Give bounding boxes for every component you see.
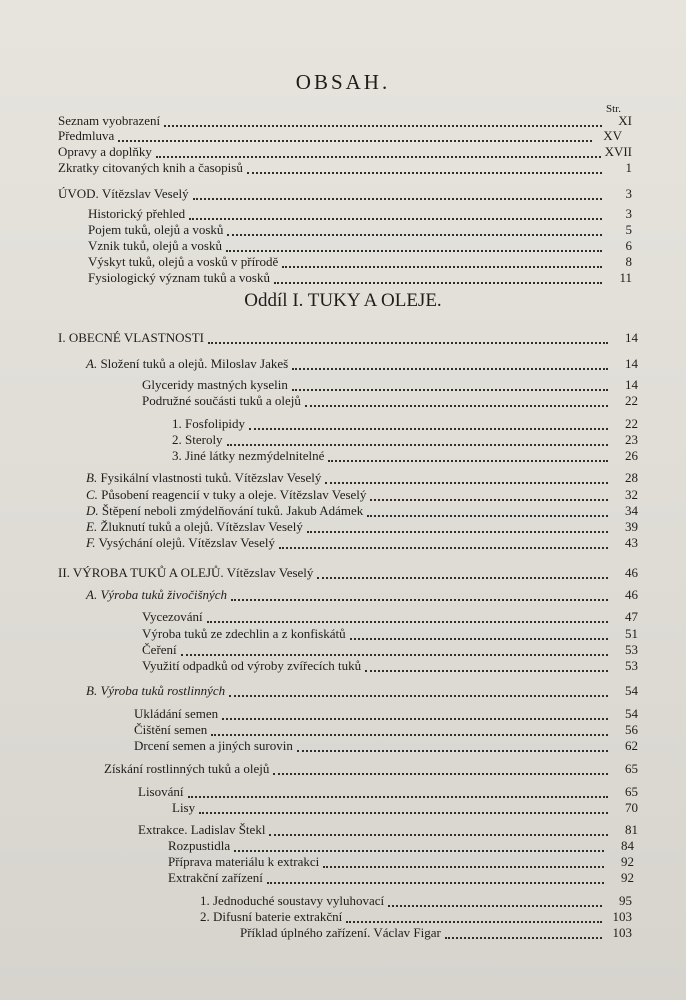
toc-entry — [134, 722, 638, 738]
toc-entry-title — [172, 800, 195, 816]
toc-entry-text: 3. Jiné látky nezmýdelnitelné — [172, 448, 325, 463]
toc-entry-text: Vycezování — [142, 609, 203, 624]
dot-leader — [346, 911, 602, 923]
toc-entry — [88, 254, 632, 270]
toc-entry-page: 65 — [625, 784, 638, 799]
toc-entry-text: Získání rostlinných tuků a olejů — [104, 761, 270, 776]
toc-entry-page: 23 — [625, 432, 638, 447]
toc-entry — [88, 270, 632, 286]
toc-entry-text: Předmluva — [58, 128, 115, 143]
toc-entry-text: Seznam vyobrazení — [58, 113, 161, 128]
toc-entry-page: 14 — [625, 330, 638, 345]
toc-entry-text: Vznik tuků, olejů a vosků — [88, 238, 222, 253]
toc-entry — [86, 519, 638, 535]
dot-leader — [164, 115, 602, 127]
dot-leader — [181, 644, 608, 656]
toc-entry — [86, 356, 638, 372]
toc-entry-page: 3 — [625, 186, 632, 201]
toc-entry-page: 103 — [612, 925, 632, 940]
toc-entry-page: XVII — [604, 144, 632, 159]
toc-entry-letter: D. — [86, 503, 99, 518]
toc-entry-text: Vysýchání olejů. Vítězslav Veselý — [98, 535, 275, 550]
toc-entry-text: Čeření — [142, 642, 177, 657]
toc-entry-page: 22 — [625, 416, 638, 431]
toc-entry-text: Čištění semen — [134, 722, 208, 737]
toc-entry-page: XI — [618, 113, 632, 128]
toc-entry-title — [88, 270, 270, 286]
toc-entry-page: 84 — [621, 838, 634, 853]
dot-leader — [282, 256, 602, 268]
toc-entry-page: 54 — [625, 706, 638, 721]
toc-entry-title — [88, 222, 223, 238]
toc-entry — [58, 565, 638, 581]
toc-entry — [200, 909, 632, 925]
toc-entry-page: 22 — [625, 393, 638, 408]
toc-entry — [86, 503, 638, 519]
toc-entry-title — [58, 160, 243, 176]
dot-leader — [207, 611, 608, 623]
toc-entry-page: 11 — [619, 270, 632, 285]
dot-leader — [267, 872, 604, 884]
toc-entry-title — [168, 854, 319, 870]
toc-entry-title — [58, 186, 189, 202]
toc-entry-text: 2. Steroly — [172, 432, 223, 447]
dot-leader — [247, 162, 602, 174]
section-heading: Oddíl I. TUKY A OLEJE. — [244, 290, 442, 311]
toc-entry — [142, 626, 638, 642]
dot-leader — [445, 927, 602, 939]
dot-leader — [317, 567, 608, 579]
dot-leader — [269, 824, 608, 836]
dot-leader — [231, 589, 608, 601]
dot-leader — [325, 472, 608, 484]
toc-entry-page: 14 — [625, 377, 638, 392]
dot-leader — [188, 786, 609, 798]
toc-entry-page: 39 — [625, 519, 638, 534]
toc-entry — [142, 642, 638, 658]
toc-entry-page: 95 — [619, 893, 632, 908]
dot-leader — [297, 740, 608, 752]
toc-entry-text: Působení reagencií v tuky a oleje. Vítězslav Veselý — [101, 487, 367, 502]
toc-entry-page: 56 — [625, 722, 638, 737]
toc-entry — [86, 587, 638, 603]
toc-entry-text: Příprava materiálu k extrakci — [168, 854, 320, 869]
toc-entry-title — [142, 377, 288, 393]
toc-entry-title — [172, 448, 324, 464]
toc-entry-title — [134, 706, 218, 722]
toc-entry — [138, 822, 638, 838]
toc-entry-title — [168, 838, 230, 854]
toc-entry-title — [138, 822, 265, 838]
toc-entry — [88, 206, 632, 222]
toc-entry-text: Výroba tuků rostlinných — [100, 683, 226, 698]
toc-entry-title — [86, 683, 225, 699]
toc-entry-title — [58, 330, 204, 346]
toc-entry-text: Podružné součásti tuků a olejů — [142, 393, 301, 408]
toc-entry-page: 65 — [625, 761, 638, 776]
toc-entry-page: 14 — [625, 356, 638, 371]
dot-leader — [249, 418, 608, 430]
toc-entry — [88, 238, 632, 254]
toc-entry-text: Opravy a doplňky — [58, 144, 152, 159]
toc-entry-page: 54 — [625, 683, 638, 698]
dot-leader — [365, 660, 608, 672]
toc-entry-title — [86, 535, 275, 551]
toc-entry-text: 1. Jednoduché soustavy vyluhovací — [200, 893, 385, 908]
page-column-label: Str. — [606, 103, 621, 115]
toc-entry-text: Drcení semen a jiných surovin — [134, 738, 293, 753]
toc-entry-text: Složení tuků a olejů. Miloslav Jakeš — [100, 356, 289, 371]
toc-entry-page: 53 — [625, 642, 638, 657]
toc-entry — [58, 144, 632, 160]
dot-leader — [279, 537, 608, 549]
dot-leader — [211, 724, 608, 736]
dot-leader — [274, 272, 602, 284]
dot-leader — [222, 708, 608, 720]
toc-entry-page: XV — [603, 128, 622, 143]
toc-entry-title — [134, 722, 207, 738]
toc-entry-text: Fysikální vlastnosti tuků. Vítězslav Veselý — [100, 470, 322, 485]
toc-entry — [58, 330, 638, 346]
toc-entry-title — [86, 356, 288, 372]
toc-entry-text: II. VÝROBA TUKŮ A OLEJŮ. Vítězslav Veselý — [58, 565, 314, 580]
toc-entry — [200, 893, 632, 909]
toc-entry — [142, 393, 638, 409]
toc-entry — [58, 128, 622, 144]
dot-leader — [226, 240, 602, 252]
toc-entry-letter: F. — [86, 535, 96, 550]
toc-entry — [134, 706, 638, 722]
toc-entry-page: 62 — [625, 738, 638, 753]
toc-entry-page: 46 — [625, 565, 638, 580]
toc-entry-page: 8 — [625, 254, 632, 269]
toc-entry-letter: A. — [86, 356, 98, 371]
toc-entry-title — [142, 626, 346, 642]
toc-entry-text: ÚVOD. Vítězslav Veselý — [58, 186, 189, 201]
toc-entry-page: 51 — [625, 626, 638, 641]
toc-entry-title — [138, 784, 184, 800]
toc-entry-title — [142, 609, 203, 625]
toc-entry — [142, 609, 638, 625]
toc-entry-title — [142, 642, 177, 658]
toc-entry-text: Historický přehled — [88, 206, 186, 221]
toc-entry-text: Štěpení neboli zmýdelňování tuků. Jakub Adámek — [101, 503, 364, 518]
toc-entry-title — [172, 416, 245, 432]
toc-entry-title — [168, 870, 263, 886]
toc-entry-page: 92 — [621, 854, 634, 869]
toc-entry — [142, 658, 638, 674]
toc-entry-text: Fysiologický význam tuků a vosků — [88, 270, 270, 285]
toc-entry — [86, 535, 638, 551]
toc-entry-text: Výskyt tuků, olejů a vosků v přírodě — [88, 254, 279, 269]
toc-entry-page: 92 — [621, 870, 634, 885]
toc-entry-title — [104, 761, 269, 777]
toc-entry-page: 5 — [625, 222, 632, 237]
toc-entry-page: 81 — [625, 822, 638, 837]
toc-entry — [168, 838, 634, 854]
toc-entry-text: Lisování — [138, 784, 184, 799]
toc-entry-letter: C. — [86, 487, 98, 502]
toc-entry-page: 1 — [625, 160, 632, 175]
dot-leader — [370, 489, 608, 501]
dot-leader — [305, 395, 608, 407]
toc-entry-page: 3 — [625, 206, 632, 221]
toc-entry-title — [58, 113, 160, 129]
toc-entry-text: Žluknutí tuků a olejů. Vítězslav Veselý — [100, 519, 303, 534]
dot-leader — [328, 450, 608, 462]
toc-entry-page: 103 — [612, 909, 632, 924]
toc-entry-text: Využití odpadků od výroby zvířecích tuků — [142, 658, 362, 673]
toc-entry-text: Výroba tuků živočišných — [100, 587, 228, 602]
toc-entry-title — [86, 487, 366, 503]
toc-entry-title — [142, 658, 361, 674]
toc-entry-title — [86, 587, 227, 603]
toc-entry — [142, 377, 638, 393]
toc-entry — [58, 113, 632, 129]
toc-entry — [134, 738, 638, 754]
toc-entry — [138, 784, 638, 800]
toc-entry-title — [172, 432, 223, 448]
toc-entry-page: 32 — [625, 487, 638, 502]
toc-entry — [172, 448, 638, 464]
toc-entry-title — [86, 470, 321, 486]
dot-leader — [350, 628, 608, 640]
toc-entry — [58, 186, 632, 202]
toc-entry-text: Extrakce. Ladislav Štekl — [138, 822, 266, 837]
toc-entry-text: Rozpustidla — [168, 838, 231, 853]
toc-entry-title — [200, 893, 384, 909]
toc-entry-text: Výroba tuků ze zdechlin a z konfiskátů — [142, 626, 346, 641]
toc-entry-text: Ukládání semen — [134, 706, 219, 721]
toc-entry-title — [240, 925, 441, 941]
dot-leader — [234, 840, 604, 852]
dot-leader — [199, 802, 608, 814]
toc-entry — [240, 925, 632, 941]
toc-entry-letter: B. — [86, 683, 98, 698]
dot-leader — [227, 434, 608, 446]
toc-entry-letter: E. — [86, 519, 98, 534]
toc-entry-page: 34 — [625, 503, 638, 518]
dot-leader — [273, 763, 608, 775]
toc-entry — [86, 487, 638, 503]
toc-entry-page: 26 — [625, 448, 638, 463]
dot-leader — [193, 188, 602, 200]
toc-entry-text: Glyceridy mastných kyselin — [142, 377, 288, 392]
toc-entry-text: 2. Difusní baterie extrakční — [200, 909, 343, 924]
toc-entry-title — [58, 144, 152, 160]
toc-entry-page: 53 — [625, 658, 638, 673]
dot-leader — [189, 208, 602, 220]
toc-entry — [86, 683, 638, 699]
dot-leader — [118, 130, 592, 142]
dot-leader — [367, 505, 608, 517]
toc-entry-page: 46 — [625, 587, 638, 602]
dot-leader — [323, 856, 604, 868]
toc-entry-title — [86, 519, 303, 535]
toc-entry — [168, 854, 634, 870]
toc-entry-title — [88, 254, 278, 270]
toc-entry-text: Příklad úplného zařízení. Václav Figar — [240, 925, 441, 940]
toc-entry-text: 1. Fosfolipidy — [172, 416, 245, 431]
toc-entry-title — [200, 909, 342, 925]
page-title: OBSAH. — [295, 70, 391, 94]
toc-entry-letter: B. — [86, 470, 98, 485]
dot-leader — [307, 521, 608, 533]
toc-entry-text: Extrakční zařízení — [168, 870, 263, 885]
toc-entry-text: Lisy — [172, 800, 196, 815]
dot-leader — [227, 224, 602, 236]
toc-entry — [168, 870, 634, 886]
dot-leader — [229, 685, 608, 697]
toc-entry-page: 70 — [625, 800, 638, 815]
toc-entry-page: 47 — [625, 609, 638, 624]
toc-entry — [88, 222, 632, 238]
toc-entry — [172, 800, 638, 816]
dot-leader — [208, 332, 608, 344]
toc-entry-page: 6 — [625, 238, 632, 253]
toc-entry-title — [86, 503, 363, 519]
toc-entry-text: Pojem tuků, olejů a vosků — [88, 222, 224, 237]
toc-entry-title — [58, 128, 114, 144]
toc-entry-title — [88, 206, 185, 222]
dot-leader — [292, 358, 608, 370]
toc-entry-title — [134, 738, 293, 754]
dot-leader — [388, 895, 602, 907]
toc-entry-title — [142, 393, 301, 409]
toc-entry-text: I. OBECNÉ VLASTNOSTI — [58, 330, 205, 345]
toc-entry — [58, 160, 632, 176]
toc-entry — [104, 761, 638, 777]
toc-entry-letter: A. — [86, 587, 98, 602]
toc-entry — [172, 432, 638, 448]
toc-entry — [172, 416, 638, 432]
toc-entry-text: Zkratky citovaných knih a časopisů — [58, 160, 243, 175]
dot-leader — [156, 146, 601, 158]
toc-entry-title — [58, 565, 313, 581]
dot-leader — [292, 379, 608, 391]
toc-entry-page: 43 — [625, 535, 638, 550]
toc-entry — [86, 470, 638, 486]
toc-entry-title — [88, 238, 222, 254]
toc-entry-page: 28 — [625, 470, 638, 485]
